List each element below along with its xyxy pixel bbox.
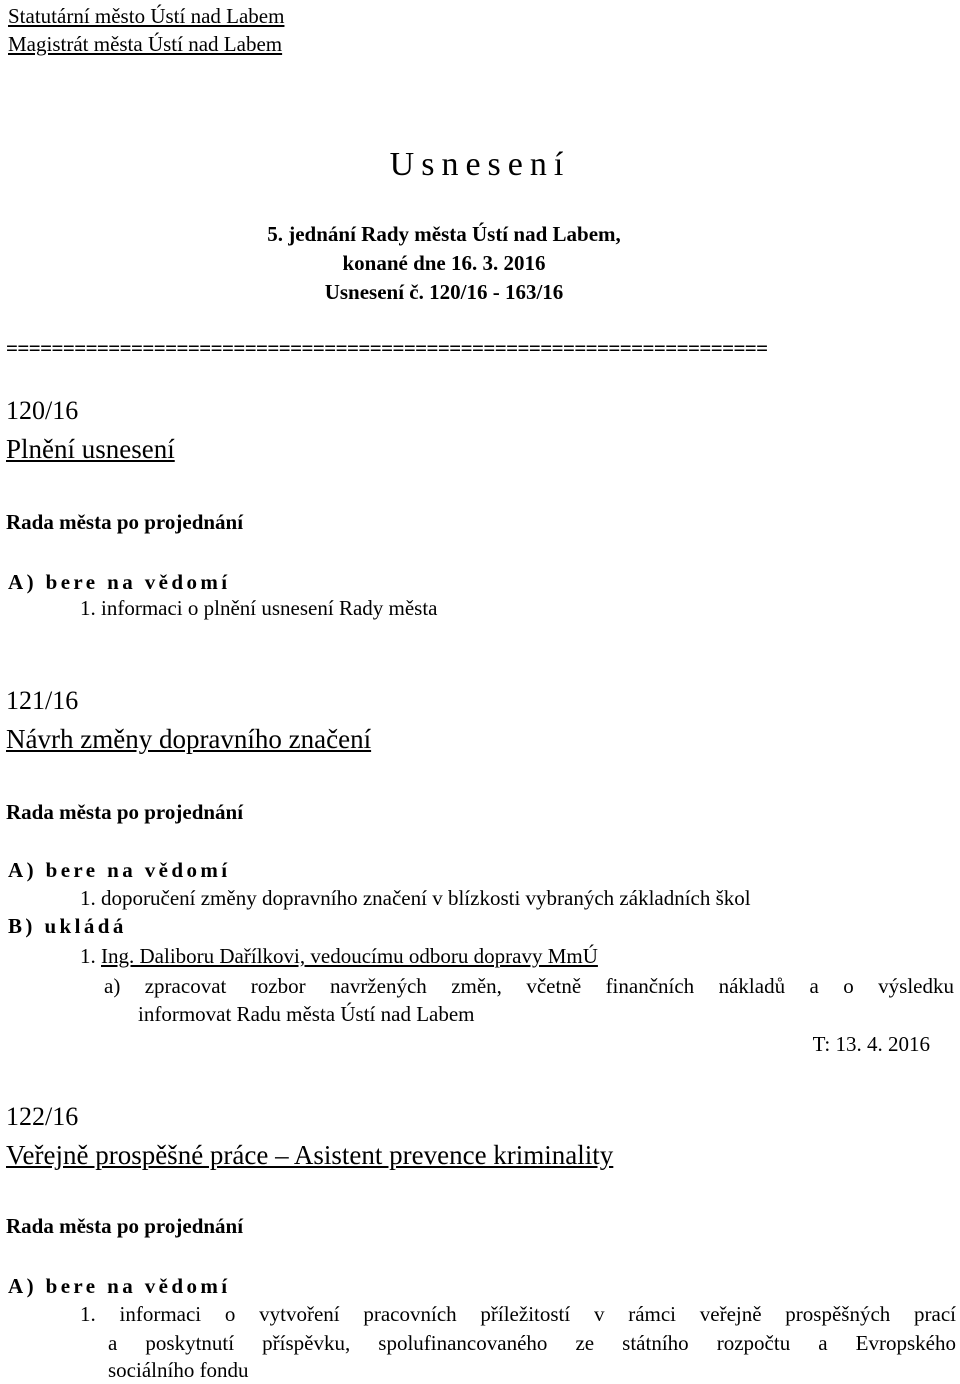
resolution-item-assignee bbox=[80, 944, 598, 969]
action-uklada: B) ukládá bbox=[8, 914, 127, 938]
resolution-item-continued: a poskytnutí příspěvku, spolufinancovaného ze státního rozpočtu a Evropského bbox=[108, 1331, 956, 1355]
resolution-title: Návrh změny dopravního značení bbox=[6, 724, 372, 754]
header-office: Magistrát města Ústí nad Labem bbox=[8, 32, 283, 56]
resolution-item: 1. doporučení změny dopravního značení v blízkosti vybraných základních škol bbox=[80, 886, 751, 910]
resolution-item: 1. informaci o vytvoření pracovních příležitostí v rámci veřejně prospěšných prací bbox=[80, 1302, 956, 1326]
deadline: T: 13. 4. 2016 bbox=[812, 1032, 930, 1056]
resolution-title: Veřejně prospěšné práce – Asistent prevence kriminality bbox=[6, 1140, 614, 1170]
task-line: a) zpracovat rozbor navržených změn, včetně finančních nákladů a o výsledku bbox=[104, 974, 954, 998]
resolution-number: 122/16 bbox=[6, 1102, 79, 1131]
action-bere-na-vedomi: A) bere na vědomí bbox=[8, 570, 231, 594]
meeting-line: 5. jednání Rady města Ústí nad Labem, bbox=[267, 222, 621, 246]
resolution-item: 1. informaci o plnění usnesení Rady města bbox=[80, 596, 438, 620]
action-bere-na-vedomi: A) bere na vědomí bbox=[8, 1274, 231, 1298]
resolution-title: Plnění usnesení bbox=[6, 434, 175, 464]
action-bere-na-vedomi: A) bere na vědomí bbox=[8, 858, 231, 882]
task-line-continued: informovat Radu města Ústí nad Labem bbox=[138, 1002, 475, 1026]
resolution-item-continued: sociálního fondu bbox=[108, 1358, 249, 1382]
document-title: Usnesení bbox=[389, 146, 571, 183]
meeting-date: konané dne 16. 3. 2016 bbox=[342, 251, 546, 275]
header-organization: Statutární město Ústí nad Labem bbox=[8, 4, 285, 28]
separator-line: =================================================================== bbox=[6, 336, 768, 360]
resolution-number: 120/16 bbox=[6, 396, 79, 425]
resolution-range: Usnesení č. 120/16 - 163/16 bbox=[324, 280, 564, 304]
item-number: 1. bbox=[80, 944, 101, 968]
rada-heading: Rada města po projednání bbox=[6, 800, 244, 824]
rada-heading: Rada města po projednání bbox=[6, 510, 244, 534]
assignee-name: Ing. Daliboru Dařílkovi, vedoucímu odboru dopravy MmÚ bbox=[101, 944, 598, 968]
rada-heading: Rada města po projednání bbox=[6, 1214, 244, 1238]
resolution-number: 121/16 bbox=[6, 686, 79, 715]
